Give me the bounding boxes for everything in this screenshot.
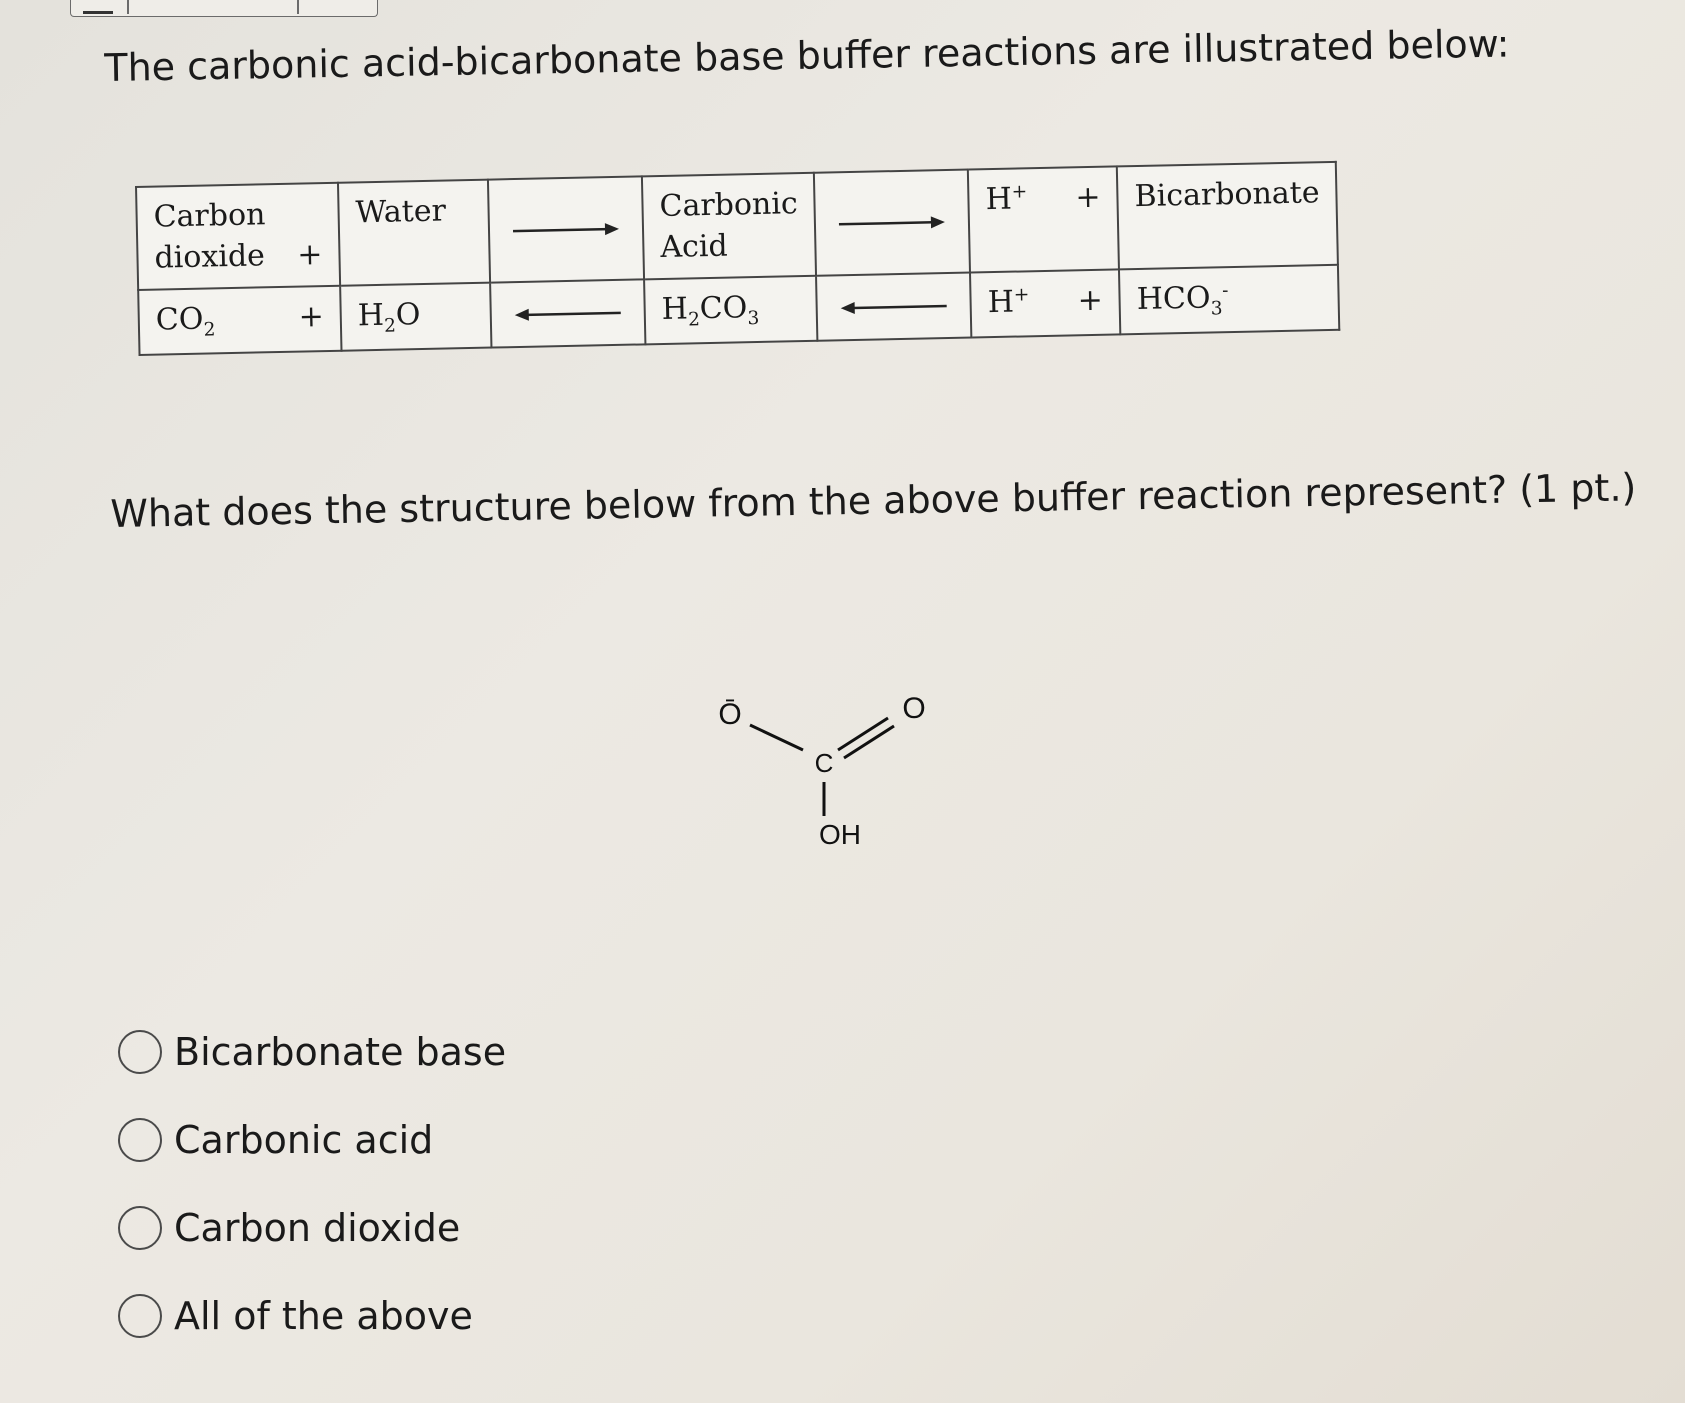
carbon-atom: C xyxy=(814,748,834,778)
question-text: What does the structure below from the above buffer reaction represent? (1 pt.) xyxy=(110,465,1637,536)
subscript: 3 xyxy=(747,307,760,330)
page-heading: The carbonic acid-bicarbonate base buffer reactions are illustrated below: xyxy=(104,21,1510,90)
cell-arrow-left xyxy=(816,273,971,341)
cell-hydrogen-ion xyxy=(968,166,1119,272)
o-minus-atom: Ō xyxy=(718,698,742,731)
oxygen-atom: O xyxy=(902,692,926,725)
cell-h2co3 xyxy=(644,276,817,345)
cell-carbonic-acid xyxy=(642,173,816,280)
h2co3-formula: CO xyxy=(699,290,748,327)
h2o-formula: H xyxy=(357,297,385,334)
cell-water xyxy=(338,180,490,286)
option-all-of-the-above[interactable] xyxy=(118,1272,506,1360)
answer-options xyxy=(118,1008,506,1360)
cell-carbon-dioxide xyxy=(136,183,340,290)
single-bond xyxy=(750,725,803,750)
cell-hco3 xyxy=(1119,265,1339,335)
left-arrow-icon xyxy=(513,305,623,323)
cell-arrow-right xyxy=(488,176,644,282)
cell-bicarbonate xyxy=(1117,162,1338,270)
subscript: 3 xyxy=(1210,298,1223,320)
toolbar-divider xyxy=(127,0,129,14)
option-carbonic-acid[interactable] xyxy=(118,1096,506,1184)
charge-sup: + xyxy=(1013,284,1030,306)
right-arrow-icon xyxy=(511,221,621,239)
right-arrow-icon xyxy=(837,214,947,232)
chemical-structure xyxy=(700,690,960,860)
subscript: 2 xyxy=(383,315,397,337)
subscript: 2 xyxy=(687,309,701,331)
option-label: Bicarbonate base xyxy=(174,1030,507,1074)
plus-sign: + xyxy=(296,236,323,273)
co2-formula: CO xyxy=(155,301,204,338)
plus-sign: + xyxy=(1077,282,1104,319)
option-carbon-dioxide[interactable] xyxy=(118,1184,506,1272)
charge-sup: + xyxy=(1011,181,1028,203)
hydrogen-symbol: H xyxy=(985,181,1013,218)
option-label: All of the above xyxy=(174,1294,473,1338)
radio-button[interactable] xyxy=(118,1118,162,1162)
plus-sign: + xyxy=(298,299,325,335)
menu-icon[interactable] xyxy=(83,0,113,14)
carbonic-acid-label: Carbonic Acid xyxy=(659,186,799,265)
reaction-table xyxy=(135,161,1340,356)
radio-button[interactable] xyxy=(118,1206,162,1250)
toolbar-divider xyxy=(297,0,299,14)
radio-button[interactable] xyxy=(118,1030,162,1074)
hydrogen-symbol: H xyxy=(987,284,1015,321)
radio-button[interactable] xyxy=(118,1294,162,1338)
cell-h2o xyxy=(340,283,491,351)
hco3-formula: HCO xyxy=(1136,280,1211,318)
plus-sign: + xyxy=(1075,179,1101,216)
charge-sup: - xyxy=(1221,280,1229,302)
cell-arrow-right xyxy=(814,170,970,276)
carbon-dioxide-label: Carbon dioxide xyxy=(153,197,266,276)
toolbar-fragment xyxy=(70,0,378,17)
h2o-formula: O xyxy=(395,297,421,333)
option-label: Carbon dioxide xyxy=(174,1206,461,1250)
option-label: Carbonic acid xyxy=(174,1118,434,1162)
cell-co2 xyxy=(138,286,341,355)
hydroxyl-group: OH xyxy=(819,819,861,850)
h2co3-formula: H xyxy=(661,291,689,327)
cell-arrow-left xyxy=(490,279,645,347)
option-bicarbonate-base[interactable] xyxy=(118,1008,506,1096)
left-arrow-icon xyxy=(839,298,949,316)
bicarbonate-label: Bicarbonate xyxy=(1134,175,1320,215)
subscript: 2 xyxy=(203,319,216,341)
water-label: Water xyxy=(355,193,447,231)
cell-hydrogen-ion xyxy=(970,269,1120,337)
